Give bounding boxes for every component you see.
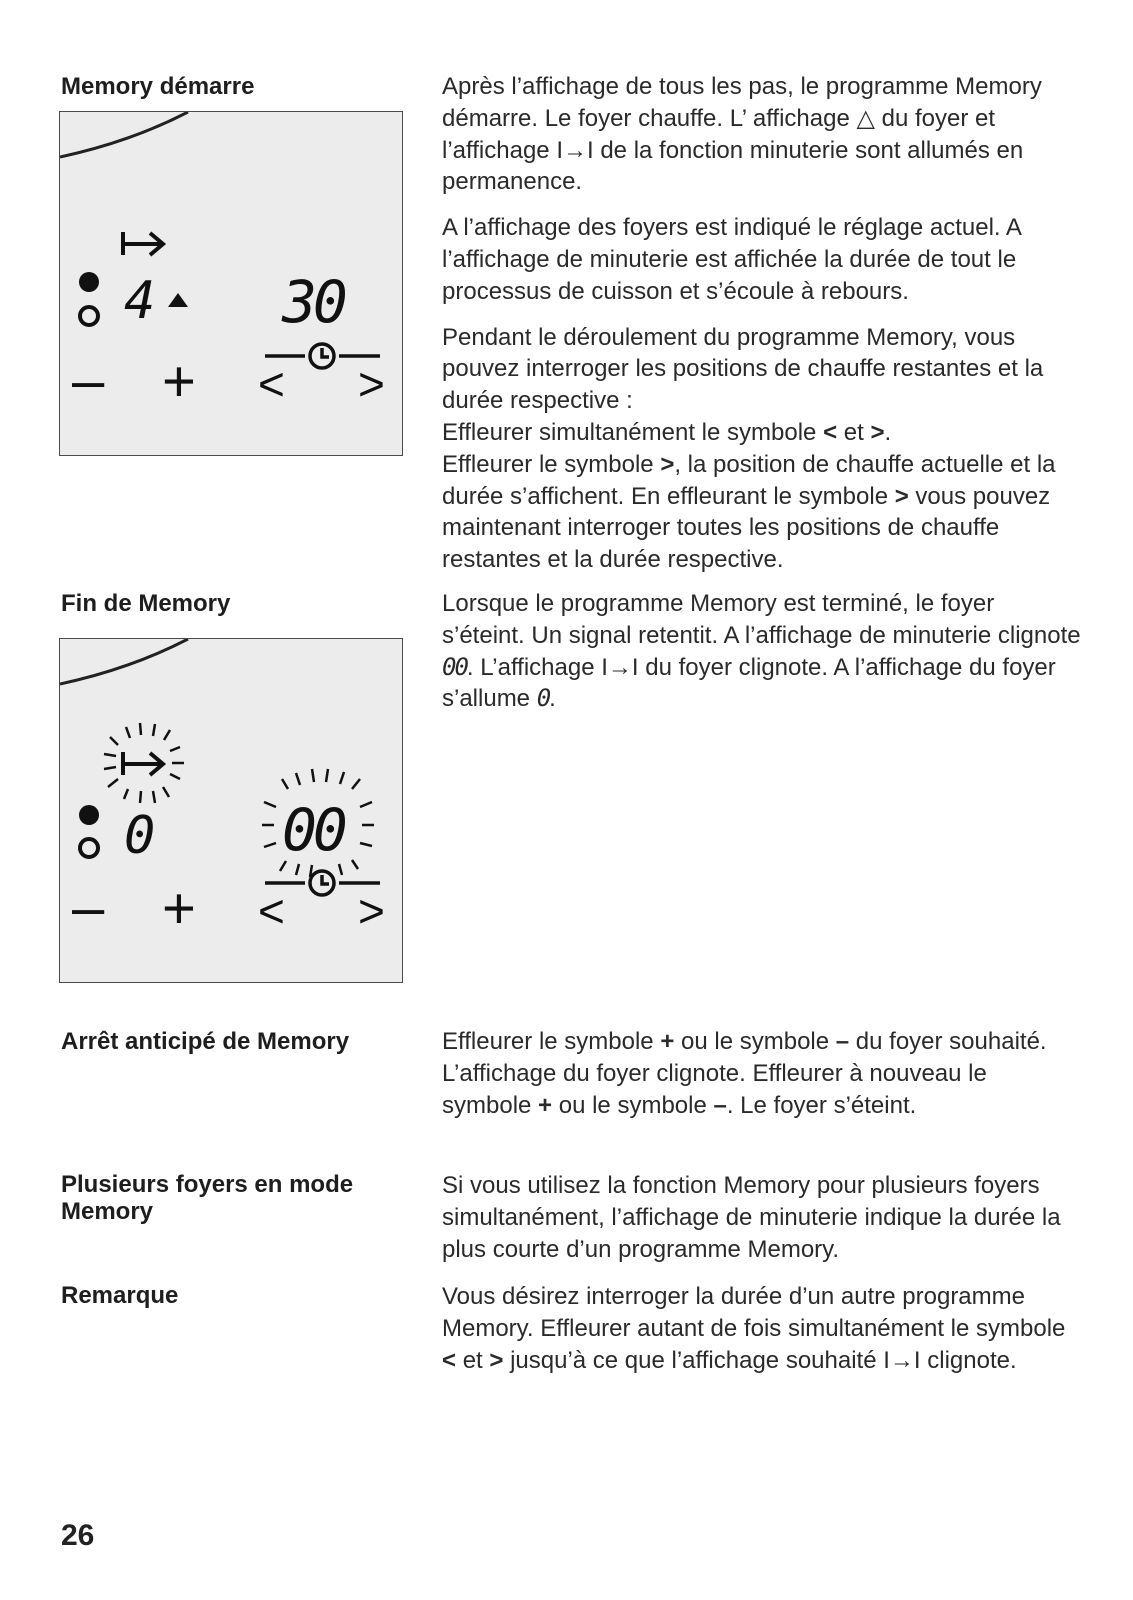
- heading-line: Plusieurs foyers en mode: [61, 1171, 354, 1198]
- text-fragment: Après l’affichage de tous les pas, le programme Memory démarre. Le foyer chauffe. L’ affichage: [442, 73, 1042, 132]
- hob-level-display: 4: [124, 271, 156, 331]
- greater-symbol: >: [489, 1346, 504, 1374]
- text-fragment: et: [462, 1346, 483, 1374]
- triangle-icon: △: [856, 104, 875, 132]
- text-memory-start: [442, 71, 1082, 576]
- greater-symbol: >: [870, 418, 885, 446]
- para-early-stop-1: [442, 1026, 1082, 1121]
- text-fragment: Effleurer le symbole: [442, 1028, 654, 1055]
- hob-dot-filled-icon: [79, 805, 99, 825]
- text-fragment: ou le symbole: [558, 1091, 707, 1119]
- period: .: [884, 418, 892, 446]
- timer-mark-icon: I→I: [601, 653, 639, 681]
- control-panel-finished: [59, 638, 403, 983]
- memory-arrow-icon: [123, 752, 163, 775]
- text-fragment: de la fonction minuterie sont allumés en permanence.: [442, 136, 1024, 196]
- less-symbol: <: [442, 1346, 457, 1374]
- text-fragment: . L’affichage: [466, 653, 595, 681]
- up-triangle-icon: [168, 293, 188, 307]
- memory-arrow-icon: [123, 232, 163, 255]
- heading-remark: Remarque: [61, 1282, 179, 1309]
- heading-early-stop: Arrêt anticipé de Memory: [61, 1028, 350, 1055]
- minus-symbol: –: [835, 1028, 850, 1055]
- plus-button[interactable]: +: [162, 349, 196, 414]
- plus-symbol: +: [538, 1091, 553, 1119]
- text-fragment: jusqu’à ce que l’affichage souhaité: [510, 1346, 877, 1374]
- para-multiple-zones-1: Si vous utilisez la fonction Memory pour plusieurs foyers simultanément, l’affichage de minuterie indique la durée la plus courte d’un programme Memory.: [442, 1172, 1061, 1263]
- timer-display: 00: [282, 796, 344, 864]
- text-fragment: vous pouvez maintenant interroger toutes les positions de chauffe restantes et la durée respective.: [442, 482, 1051, 574]
- zero-display: 0: [536, 684, 550, 713]
- text-fragment: .: [549, 685, 556, 713]
- hob-level-display: 0: [124, 806, 156, 866]
- right-button[interactable]: >: [358, 885, 385, 937]
- text-early-stop: [442, 1026, 1082, 1121]
- timer-display: 30: [282, 268, 344, 336]
- heading-line: Memory: [61, 1198, 154, 1225]
- text-fragment: . Le foyer s’éteint.: [726, 1091, 917, 1119]
- heading-memory-start: Memory démarre: [61, 73, 255, 100]
- plus-symbol: +: [660, 1028, 675, 1055]
- text-fragment: Effleurer le symbole: [442, 450, 654, 478]
- text-fragment: du foyer et l’affichage: [442, 104, 996, 164]
- page-number: 26: [61, 1519, 95, 1552]
- minus-button[interactable]: –: [72, 875, 105, 940]
- text-multiple-zones: [442, 1170, 1082, 1265]
- hob-dot-empty-icon: [80, 839, 98, 857]
- hob-edge-curve: [60, 639, 188, 684]
- text-remark: [442, 1281, 1082, 1376]
- text-fragment: Lorsque le programme Memory est terminé, le foyer s’éteint. Un signal retentit. A l’affichage de minuterie clignote: [442, 590, 1081, 649]
- left-button[interactable]: <: [258, 885, 285, 937]
- text-fragment: Vous désirez interroger la durée d’un autre programme Memory. Effleurer autant de fois simultanément le symbole: [442, 1283, 1066, 1342]
- greater-symbol: >: [894, 482, 909, 510]
- text-memory-end: [442, 588, 1082, 715]
- para-memory-start-1: [442, 71, 1082, 198]
- hob-dot-empty-icon: [80, 307, 98, 325]
- control-panel-running: [59, 111, 403, 456]
- text-fragment: du foyer souhaité. L’affichage du foyer clignote. Effleurer à nouveau le symbole: [442, 1028, 1047, 1119]
- right-button[interactable]: >: [358, 358, 385, 410]
- heading-multiple-zones: [61, 1171, 401, 1225]
- text-fragment: Effleurer simultanément le symbole: [442, 418, 817, 446]
- greater-symbol: >: [660, 450, 675, 478]
- para-remark-1: [442, 1281, 1082, 1376]
- para-memory-end-1: [442, 588, 1082, 715]
- para-memory-start-3: [442, 322, 1082, 576]
- less-symbol: <: [823, 418, 838, 446]
- timer-mark-icon: I→I: [883, 1346, 921, 1374]
- minus-symbol: –: [713, 1091, 727, 1119]
- text-fragment: ou le symbole: [681, 1028, 830, 1055]
- left-button[interactable]: <: [258, 358, 285, 410]
- text-fragment: du foyer clignote. A l’affichage du foyer s’allume: [442, 653, 1056, 713]
- minus-button[interactable]: –: [72, 348, 105, 413]
- text-fragment: et: [843, 418, 864, 446]
- heading-memory-end: Fin de Memory: [61, 590, 231, 617]
- timer-mark-icon: I→I: [556, 136, 594, 164]
- plus-button[interactable]: +: [162, 876, 196, 941]
- hob-edge-curve: [60, 112, 188, 157]
- double-zero-display: 00: [442, 652, 467, 681]
- para-memory-start-2: A l’affichage des foyers est indiqué le réglage actuel. A l’affichage de minuterie est affichée la durée de tout le processus de cuisson et s’écoule à rebours.: [442, 214, 1021, 305]
- hob-dot-filled-icon: [79, 272, 99, 292]
- text-fragment: Pendant le déroulement du programme Memory, vous pouvez interroger les positions de chauffe restantes et la durée respective :: [442, 323, 1044, 415]
- text-fragment: clignote.: [927, 1346, 1017, 1374]
- text-fragment: , la position de chauffe actuelle et la durée s’affichent. En effleurant le symbole: [442, 450, 1056, 510]
